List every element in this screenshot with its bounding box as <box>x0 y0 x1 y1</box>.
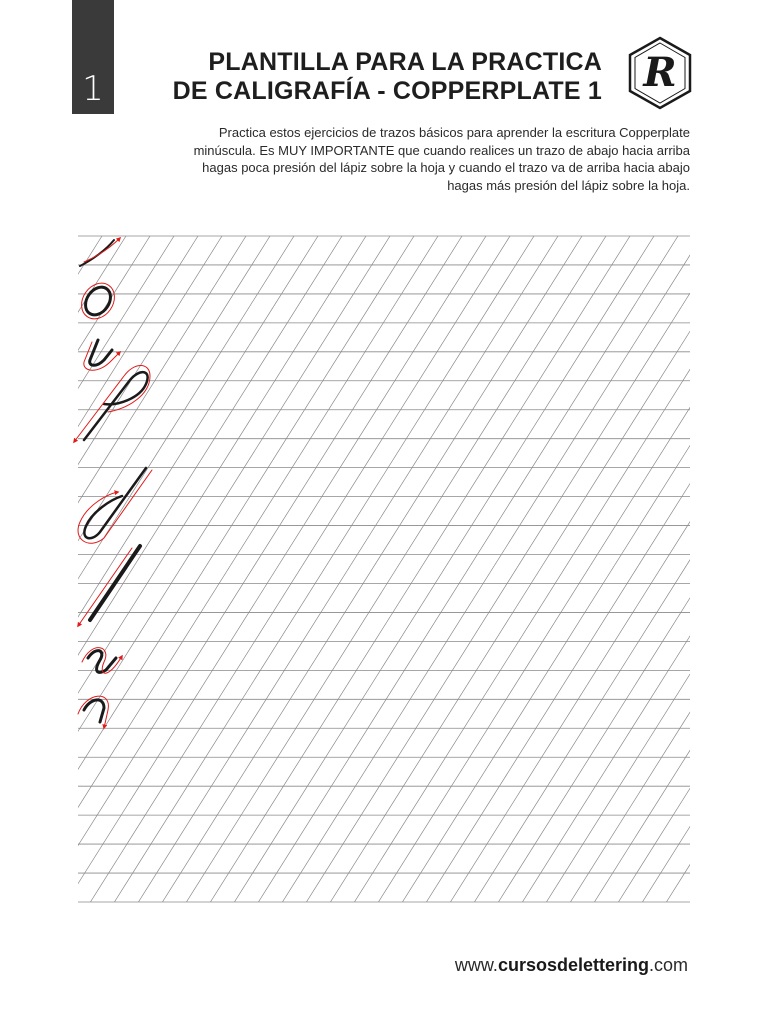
slant-line <box>306 236 726 902</box>
slant-line <box>642 236 768 902</box>
example-strokes <box>74 238 152 728</box>
slant-line <box>90 236 510 902</box>
intro-line-2: minúscula. Es MUY IMPORTANTE que cuando realices un trazo de abajo hacia arriba <box>193 142 690 158</box>
horizontal-guide-lines <box>78 236 690 902</box>
slant-line <box>186 236 606 902</box>
intro-line-4: hagas más presión del lápiz sobre la hoja. <box>447 177 690 193</box>
slant-line <box>162 236 582 902</box>
logo-letter: R <box>643 49 677 96</box>
example-oval <box>80 282 115 319</box>
slant-line <box>690 236 768 902</box>
slant-line <box>0 236 390 902</box>
slant-line <box>618 236 768 902</box>
intro-line-3: hagas poca presión del lápiz sobre la hoja y cuando el trazo va de arriba hacia abajo <box>202 160 690 175</box>
oval-arrow <box>75 277 121 325</box>
slant-line <box>426 236 768 902</box>
slant-line <box>330 236 750 902</box>
example-downstroke <box>90 546 140 620</box>
slant-line <box>258 236 678 902</box>
example-ascender-loop <box>84 372 148 440</box>
page-number: 1 <box>82 69 104 109</box>
example-overturn <box>84 700 104 722</box>
slant-line <box>210 236 630 902</box>
slant-line <box>0 236 126 902</box>
footer-brand: cursosdelettering <box>497 955 649 975</box>
slant-line <box>522 236 768 902</box>
slant-line <box>0 236 342 902</box>
footer-prefix: www. <box>454 955 498 975</box>
slant-line <box>0 236 78 902</box>
slant-line <box>18 236 438 902</box>
slant-line <box>42 236 462 902</box>
underturn-arrow <box>84 342 120 370</box>
slant-line <box>0 236 150 902</box>
downstroke-arrow <box>78 548 132 626</box>
example-descender-loop <box>84 468 146 538</box>
upstroke-arrow <box>84 238 120 262</box>
intro-line-1: Practica estos ejercicios de trazos básicos para aprender la escritura Copperplate <box>218 125 690 140</box>
slant-line <box>0 236 198 902</box>
slant-line <box>138 236 558 902</box>
footer-suffix: .com <box>648 955 688 975</box>
footer-website <box>455 955 688 976</box>
slant-line <box>66 236 486 902</box>
slant-line <box>282 236 702 902</box>
slant-line <box>474 236 768 902</box>
page-title-line-2: DE CALIGRAFÍA - COPPERPLATE 1 <box>172 77 602 105</box>
slant-line <box>114 236 534 902</box>
slant-line <box>234 236 654 902</box>
slant-guide-lines <box>0 236 768 902</box>
slant-line <box>0 236 294 902</box>
page-title-line-1: PLANTILLA PARA LA PRACTICA <box>208 48 602 76</box>
descender-loop-arrow <box>78 470 152 543</box>
slant-line <box>570 236 768 902</box>
slant-line <box>378 236 768 902</box>
